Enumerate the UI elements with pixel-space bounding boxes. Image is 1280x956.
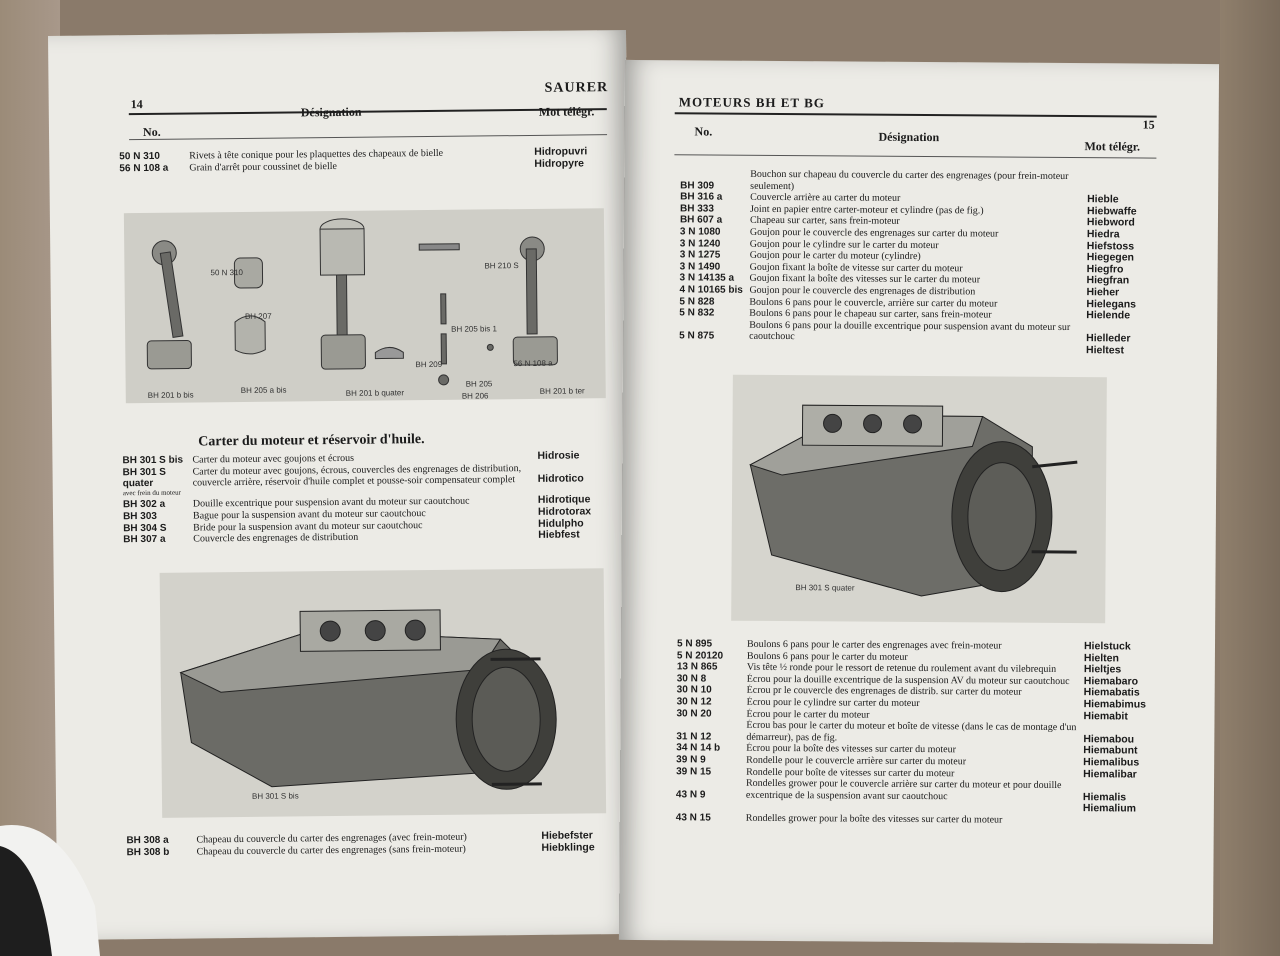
designation: Goujon fixant la boîte de vitesse sur carter du moteur (749, 261, 963, 275)
part-number: BH 301 S bis (122, 454, 184, 467)
telegraph-word: Hiemabaro (1083, 674, 1139, 688)
designation: Rondelle pour boîte de vitesses sur carter du moteur (746, 766, 955, 779)
telegraph-word: Hielegans (1086, 297, 1137, 311)
crankcase-photo-right (731, 375, 1107, 624)
right-col-designation: Désignation (878, 129, 940, 145)
desk-background-right (1220, 0, 1280, 956)
part-number: BH 308 b (126, 846, 170, 858)
designation: Carter du moteur avec goujons et écrous (192, 452, 355, 466)
telegraph-word: Hiebklinge (541, 840, 595, 854)
left-bottom-entries (126, 830, 616, 858)
caption-bh201bter: BH 201 b ter (539, 386, 585, 396)
caption-bh210s: BH 210 S (484, 261, 519, 271)
designation: Vis tête ½ ronde pour le ressort de retenue du roulement avant du vilebrequin (746, 661, 1057, 676)
designation: Bague pour la suspension avant du moteur sur caoutchouc (192, 508, 426, 522)
caption-bh207: BH 207 (244, 311, 272, 321)
part-number: 5 N 832 (679, 307, 715, 319)
left-section-entries (122, 450, 613, 546)
designation: Joint en papier entre carter-moteur et cylindre (pas de fig.) (750, 203, 984, 217)
entry-row (679, 342, 1161, 357)
right-header-rule (675, 112, 1157, 117)
right-bottom-entries (676, 638, 1159, 827)
designation: Rondelles grower pour la boîte des vitesses sur carter du moteur (745, 812, 1003, 826)
header-rule (129, 108, 607, 115)
designation: Rondelles grower pour le couvercle arrière sur carter du moteur et pour douille excentrique de la suspension avant sur caoutchouc (745, 777, 1062, 802)
telegraph-word: Hiebfest (538, 528, 580, 542)
part-number: 43 N 9 (675, 789, 706, 801)
crankcase-photo-left (160, 568, 607, 818)
part-number-note: avec frein du moteur (122, 488, 181, 498)
telegraph-word: Hiemabatis (1083, 686, 1140, 699)
telegraph-word: Hiemalium (1082, 802, 1137, 815)
part-number: 31 N 12 (676, 731, 712, 743)
part-number: 34 N 14 b (676, 742, 721, 754)
telegraph-word: Hidulpho (538, 516, 584, 530)
telegraph-word: Hiemalibar (1083, 767, 1137, 781)
entry-row (680, 168, 1162, 195)
designation: Écrou pr le couvercle des engrenages de distrib. sur carter du moteur (746, 685, 1022, 699)
part-number: 39 N 15 (676, 765, 712, 778)
designation: Chapeau du couvercle du carter des engrenages (sans frein-moteur) (196, 843, 466, 858)
telegraph-word: Hiemabunt (1083, 744, 1138, 757)
telegraph-word: Hiebwaffe (1086, 204, 1137, 218)
right-col-no: No. (694, 124, 713, 139)
designation: Écrou bas pour le carter du moteur et boîte de vitesse (dans le cas de montage d'un démarreur), pas de fig. (746, 719, 1077, 744)
telegraph-word: Hiedra (1086, 228, 1120, 241)
crankcase-illustration-left (160, 568, 607, 818)
caption-bh301squater: BH 301 S quater (795, 583, 855, 593)
telegraph-word: Hidrotico (537, 472, 584, 486)
telegraph-word: Hieltjes (1083, 663, 1122, 676)
designation: Écrou pour la douille excentrique de la suspension AV du moteur sur caoutchouc (746, 673, 1070, 687)
caption-bh201bbis: BH 201 b bis (147, 390, 194, 400)
part-number: 30 N 10 (676, 684, 712, 696)
designation: Boulons 6 pans pour la douille excentrique pour suspension avant du moteur sur caoutchouc (749, 319, 1071, 343)
part-number: 39 N 9 (676, 754, 706, 766)
part-number: 3 N 1080 (679, 226, 721, 238)
part-number: 13 N 865 (676, 661, 718, 673)
telegraph-word: Hiegfran (1086, 274, 1130, 287)
part-number: BH 308 a (126, 834, 169, 847)
designation: Goujon pour le carter du moteur (cylindre) (749, 249, 921, 263)
telegraph-word: Hiegfro (1086, 262, 1124, 276)
caption-bh205: BH 205 (465, 379, 493, 389)
part-number: BH 307 a (123, 533, 166, 546)
designation (749, 354, 1086, 356)
part-number: BH 304 S (123, 522, 167, 534)
telegraph-word: Hidrotique (537, 493, 591, 507)
entry-row (676, 777, 1158, 804)
part-number: 3 N 1240 (679, 237, 721, 250)
part-number: BH 333 (680, 203, 714, 215)
telegraph-word: Hielten (1083, 651, 1119, 664)
part-number: 4 N 10165 bis (679, 284, 743, 296)
part-number: BH 302 a (122, 499, 166, 511)
designation: Grain d'arrêt pour coussinet de bielle (189, 160, 338, 174)
designation: Écrou pour la boîte des vitesses sur carter du moteur (746, 743, 956, 756)
telegraph-word: Hiemabit (1083, 709, 1128, 723)
right-top-entries (679, 168, 1162, 357)
part-number: 50 N 310 (119, 150, 160, 163)
telegraph-word: Hidrotorax (537, 505, 592, 518)
part-number: 43 N 15 (675, 812, 711, 824)
part-number: 5 N 875 (679, 330, 715, 342)
telegraph-word: Hiegegen (1086, 251, 1135, 264)
telegraph-word: Hiebword (1086, 216, 1135, 229)
telegraph-word (1083, 827, 1158, 828)
telegraph-word: Hiefstoss (1086, 239, 1135, 253)
telegraph-word: Hiemalibus (1083, 756, 1140, 769)
caption-bh301sbis: BH 301 S bis (251, 791, 299, 801)
right-page (619, 60, 1219, 944)
left-top-entries (119, 146, 609, 174)
telegraph-word: Hielstuck (1083, 640, 1131, 653)
caption-bh209: BH 209 (415, 359, 443, 370)
foreground-object (0, 806, 100, 956)
designation: Couvercle arrière au carter du moteur (750, 192, 901, 205)
subheader-rule (129, 134, 607, 140)
page-number: 14 (130, 97, 143, 112)
left-page (48, 30, 635, 940)
designation: Goujon pour le couvercle des engrenages de distribution (749, 284, 976, 298)
part-number: BH 301 S quater (122, 466, 166, 490)
right-subheader-rule (674, 154, 1156, 158)
designation: Boulons 6 pans pour le couvercle, arrière sur carter du moteur (749, 296, 998, 310)
part-number: 5 N 895 (676, 638, 713, 650)
telegraph-word: Hiemabimus (1083, 698, 1147, 711)
telegraph-word: Hielende (1086, 309, 1131, 322)
part-number: 3 N 1275 (679, 249, 721, 261)
crankcase-illustration-right (731, 375, 1107, 624)
part-number: 5 N 828 (679, 295, 715, 308)
telegraph-word: Hiebefster (541, 829, 593, 842)
designation: Douille excentrique pour suspension avant du moteur sur caoutchouc (192, 495, 470, 510)
caption-bh205abis: BH 205 a bis (240, 385, 287, 396)
part-number: 5 N 20120 (676, 649, 724, 662)
part-number: 30 N 20 (676, 707, 712, 720)
part-number: BH 607 a (679, 214, 723, 226)
section-title: Carter du moteur et réservoir d'huile. (198, 432, 425, 450)
caption-bh201bquater: BH 201 b quater (345, 388, 405, 398)
designation: Bouchon sur chapeau du couvercle du carter des engrenages (pour frein-moteur seulement) (750, 168, 1069, 192)
connecting-rods-photo (124, 208, 606, 403)
telegraph-word: Hieher (1086, 286, 1120, 299)
col-designation: Désignation (300, 104, 362, 120)
designation: Couvercle des engrenages de distribution (193, 531, 359, 545)
caption-bh206: BH 206 (461, 391, 489, 401)
entry-row (679, 319, 1161, 346)
right-header-title: MOTEURS BH ET BG (678, 94, 825, 111)
part-number: 3 N 1490 (679, 261, 721, 273)
telegraph-word: Hiemabou (1083, 732, 1135, 746)
part-number: BH 303 (122, 510, 157, 523)
telegraph-word: Hidrosie (537, 449, 580, 462)
designation: Goujon pour le couvercle des engrenages sur carter du moteur (749, 226, 999, 240)
part-number: 3 N 14135 a (679, 272, 735, 285)
designation: Boulons 6 pans pour le chapeau sur carter, sans frein-moteur (749, 307, 992, 321)
designation: Rivets à tête conique pour les plaquettes des chapeaux de bielle (189, 147, 444, 162)
part-number: 56 N 108 a (119, 162, 169, 174)
caption-bh205bis1: BH 205 bis 1 (451, 324, 497, 334)
designation: Goujon fixant la boîte des vitesses sur le carter du moteur (749, 273, 981, 286)
caption-50n310: 50 N 310 (210, 267, 244, 278)
col-telegraph: Mot télégr. (538, 104, 595, 119)
part-number: 30 N 12 (676, 696, 712, 708)
brand-header: SAURER (544, 80, 609, 96)
designation: Goujon pour le cylindre sur le carter du moteur (749, 238, 939, 251)
right-page-number: 15 (1142, 117, 1155, 132)
designation: Chapeau sur carter, sans frein-moteur (749, 215, 900, 228)
caption-56n108a: 56 N 108 a (513, 358, 553, 369)
designation: Écrou pour le cylindre sur carter du moteur (746, 696, 920, 709)
col-no: No. (142, 124, 161, 140)
part-number: BH 316 a (680, 191, 723, 203)
designation: Chapeau du couvercle du carter des engrenages (avec frein-moteur) (196, 831, 467, 846)
part-number: 30 N 8 (676, 673, 707, 685)
designation: Écrou pour le carter du moteur (746, 708, 870, 721)
connecting-rods-illustration (124, 208, 606, 403)
part-number: BH 309 (680, 179, 715, 192)
telegraph-word: Hidropyre (534, 156, 585, 170)
telegraph-word: Hidropuvri (534, 145, 588, 158)
designation: Boulons 6 pans pour le carter des engrenages avec frein-moteur (746, 638, 1002, 652)
designation: Carter du moteur avec goujons, écrous, couvercles des engrenages de distribution, couvercle arrière, réservoir d'huile complet et pousse-soir compensateur complet (192, 462, 522, 489)
telegraph-word: Hieltest (1086, 344, 1125, 357)
telegraph-word: Hielleder (1086, 332, 1131, 345)
entry-row (676, 719, 1158, 746)
right-col-telegraph: Mot télégr. (1084, 139, 1141, 154)
telegraph-word: Hieble (1087, 193, 1119, 206)
designation: Rondelle pour le couvercle arrière sur carter du moteur (746, 754, 967, 768)
designation: Boulons 6 pans pour le carter du moteur (746, 650, 908, 663)
telegraph-word: Hiemalis (1082, 790, 1127, 804)
designation: Bride pour la suspension avant du moteur sur caoutchouc (193, 519, 423, 534)
